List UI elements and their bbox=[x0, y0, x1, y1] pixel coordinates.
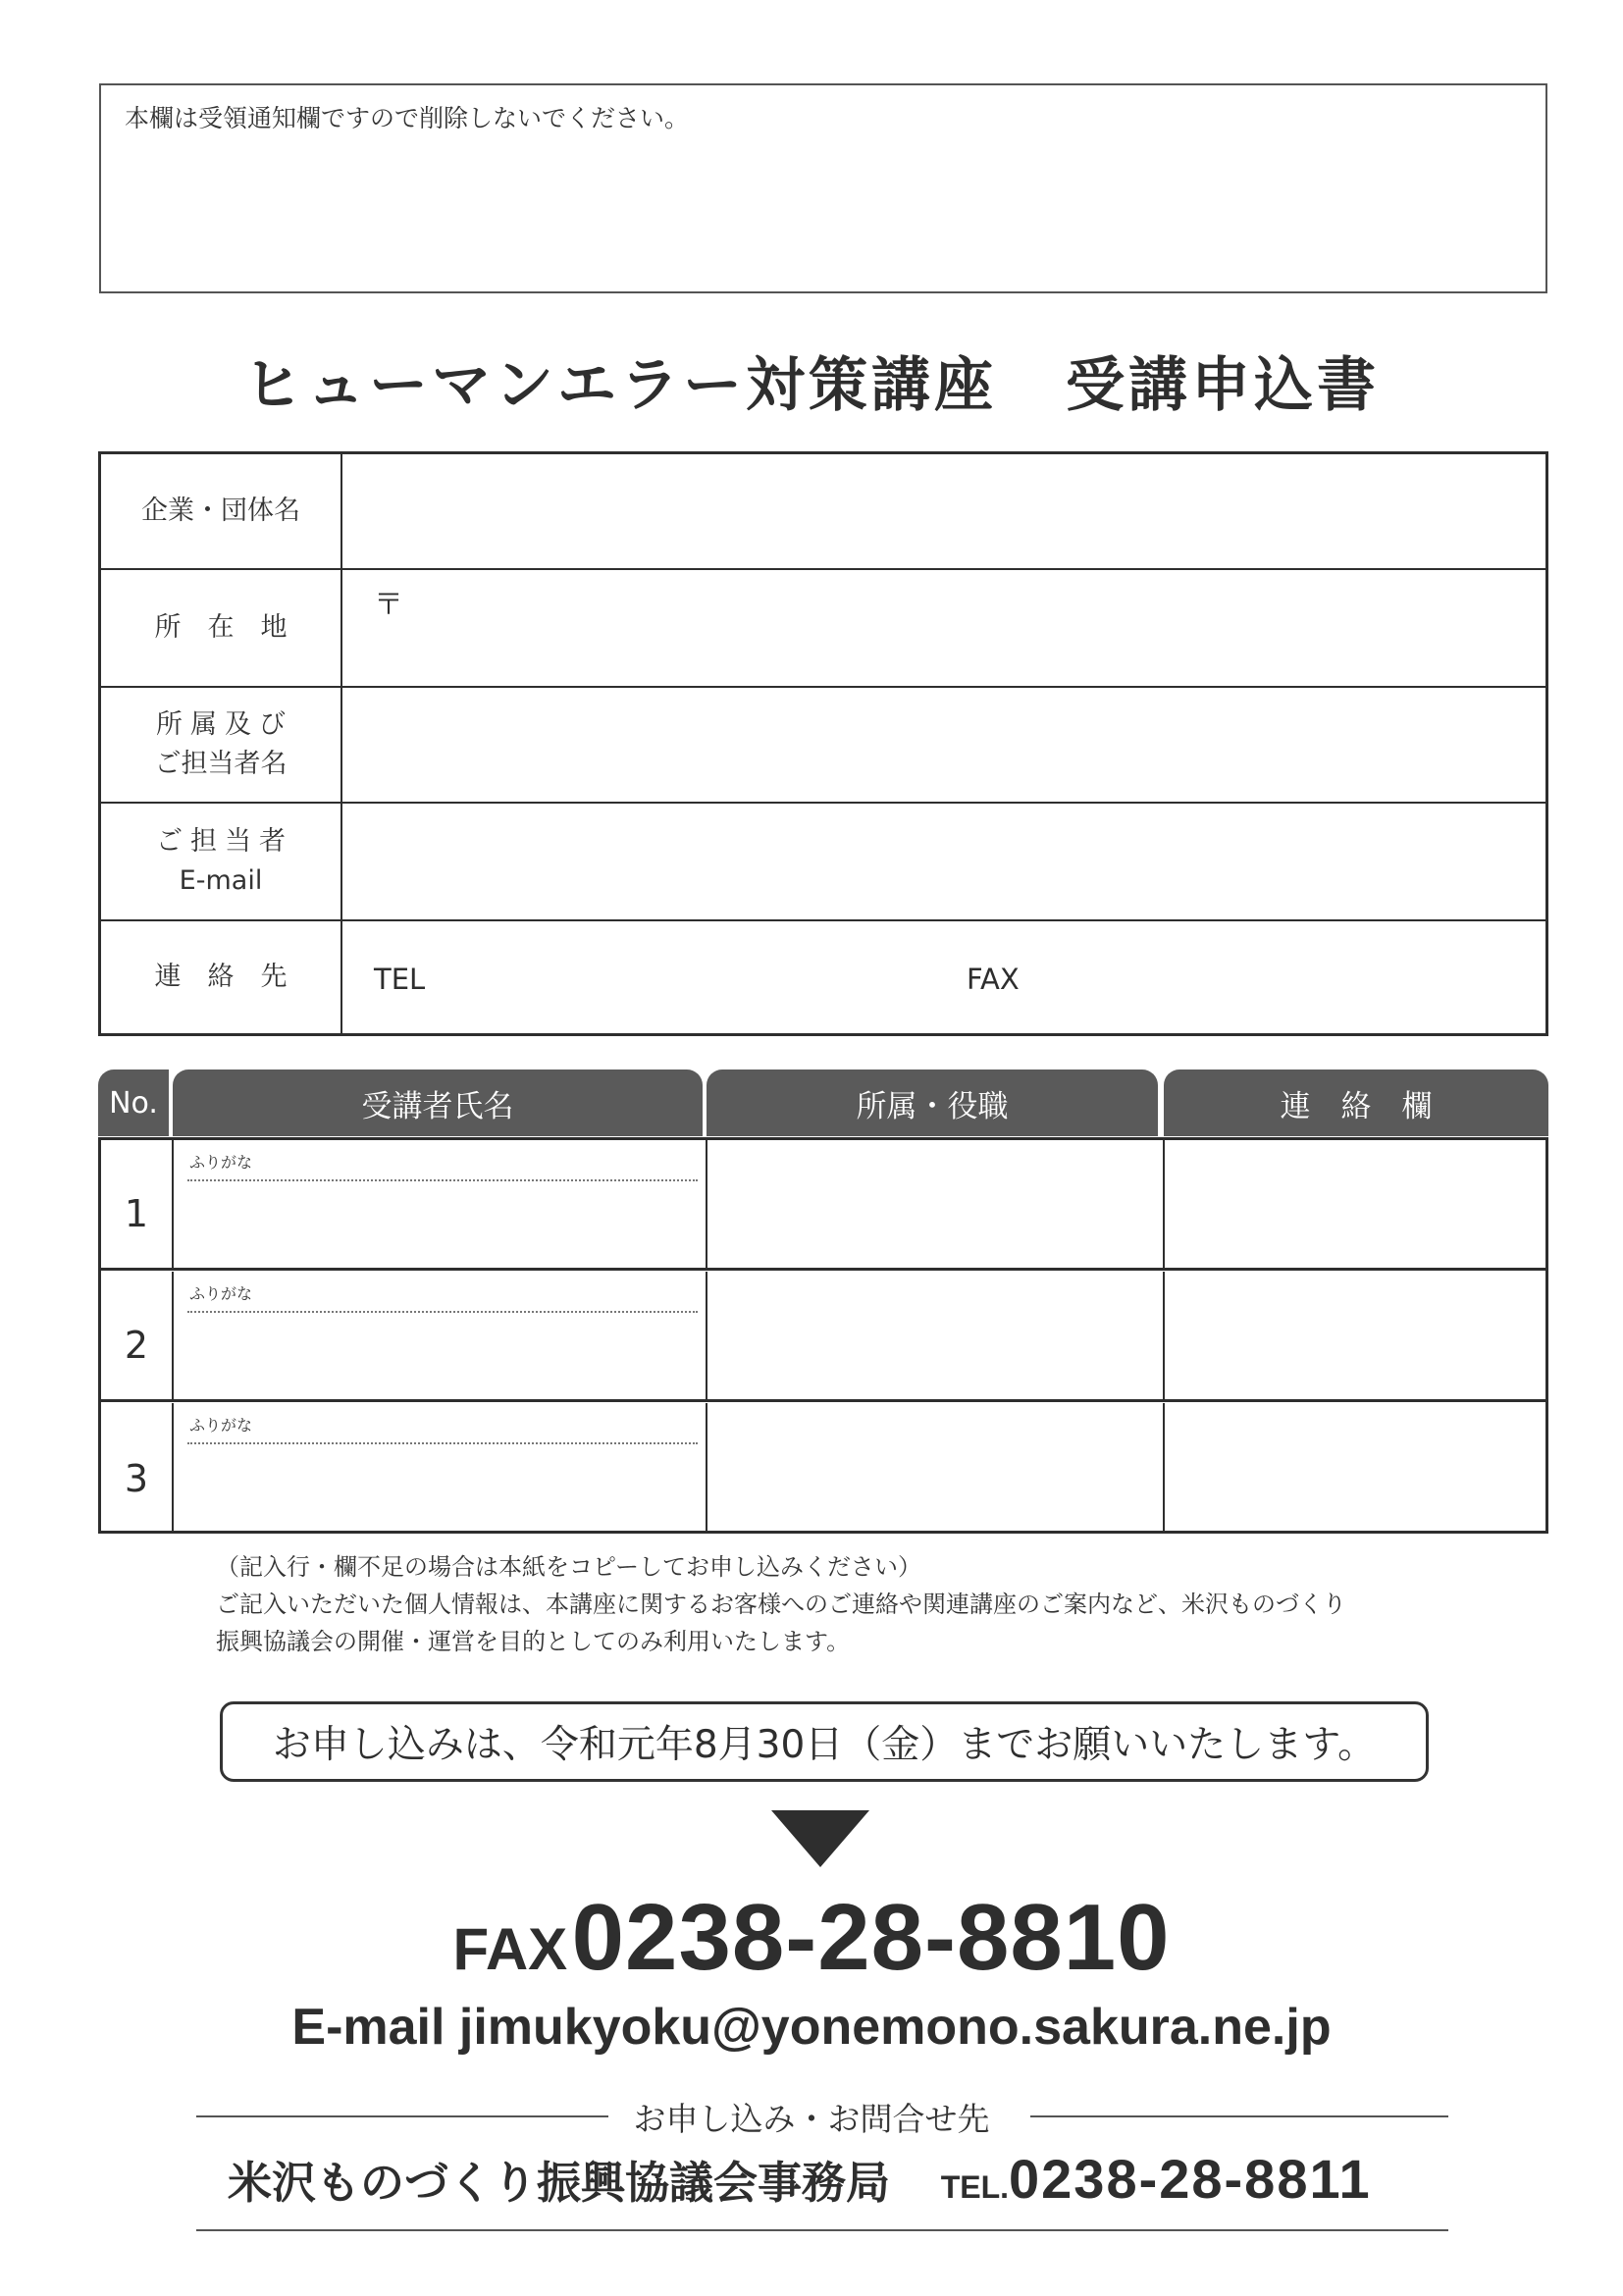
deadline-text: お申し込みは、令和元年8月30日（金）までお願いいたします。 bbox=[272, 1723, 1377, 1767]
department-row bbox=[101, 688, 1545, 804]
email-address-line[interactable]: E-mail jimukyoku@yonemono.sakura.ne.jp bbox=[291, 1999, 1332, 2056]
participant-dept-field[interactable] bbox=[707, 1403, 1165, 1534]
privacy-note-line1: ご記入いただいた個人情報は、本講座に関するお客様へのご連絡や関連講座のご案内など、米沢ものづくり bbox=[216, 1591, 1346, 1618]
participant-dept-field[interactable] bbox=[707, 1272, 1165, 1399]
tel-field-label[interactable]: TEL bbox=[374, 963, 426, 996]
receipt-notice-box bbox=[99, 83, 1547, 293]
furigana-divider bbox=[187, 1179, 698, 1181]
deadline-box bbox=[220, 1701, 1429, 1782]
participant-dept-field[interactable] bbox=[707, 1140, 1165, 1268]
participant-no-header: No. bbox=[98, 1070, 169, 1136]
participant-row bbox=[101, 1140, 1545, 1271]
participant-table bbox=[98, 1137, 1548, 1534]
furigana-label: ふりがな bbox=[189, 1284, 253, 1303]
participant-contact-field[interactable] bbox=[1165, 1272, 1545, 1399]
contact-label: 連 絡 先 bbox=[101, 921, 342, 1033]
participant-dept-header: 所属・役職 bbox=[707, 1070, 1158, 1136]
course-title: ヒューマンエラー対策講座 bbox=[243, 351, 997, 420]
caption-rule-right bbox=[1030, 2115, 1448, 2117]
fax-number: 0238-28-8810 bbox=[571, 1885, 1171, 1990]
company-label: 企業・団体名 bbox=[101, 454, 342, 568]
fax-field-label[interactable]: FAX bbox=[967, 963, 1020, 996]
participant-row bbox=[101, 1272, 1545, 1402]
fax-label: FAX bbox=[452, 1916, 568, 1982]
participant-contact-header: 連 絡 欄 bbox=[1164, 1070, 1548, 1136]
furigana-label: ふりがな bbox=[189, 1153, 253, 1172]
address-row bbox=[101, 570, 1545, 688]
participant-name-field[interactable] bbox=[174, 1403, 707, 1534]
participant-contact-field[interactable] bbox=[1165, 1403, 1545, 1534]
participant-name-field[interactable] bbox=[174, 1140, 707, 1268]
email-field[interactable] bbox=[342, 804, 1545, 919]
receipt-notice-text: 本欄は受領通知欄ですので削除しないでください。 bbox=[125, 104, 690, 132]
bottom-rule bbox=[196, 2229, 1448, 2231]
copy-note: （記入行・欄不足の場合は本紙をコピーしてお申し込みください） bbox=[216, 1553, 922, 1581]
document-title bbox=[0, 339, 1623, 423]
privacy-note-line2: 振興協議会の開催・運営を目的としてのみ利用いたします。 bbox=[216, 1628, 851, 1655]
company-row bbox=[101, 454, 1545, 570]
address-label: 所 在 地 bbox=[101, 570, 342, 686]
department-field[interactable] bbox=[342, 688, 1545, 802]
company-field[interactable] bbox=[342, 454, 1545, 568]
organization-line bbox=[228, 2147, 1372, 2211]
contact-field bbox=[342, 921, 1545, 1033]
form-title: 受講申込書 bbox=[1066, 351, 1380, 420]
participant-number: 3 bbox=[101, 1403, 174, 1534]
email-row bbox=[101, 804, 1545, 921]
contact-row bbox=[101, 921, 1545, 1033]
participant-name-field[interactable] bbox=[174, 1272, 707, 1399]
applicant-info-table bbox=[98, 451, 1548, 1036]
participant-number: 1 bbox=[101, 1140, 174, 1268]
participant-contact-field[interactable] bbox=[1165, 1140, 1545, 1268]
tel-prefix: TEL. bbox=[940, 2169, 1010, 2205]
address-field[interactable] bbox=[342, 570, 1545, 686]
contact-caption: お申し込み・お問合せ先 bbox=[633, 2100, 990, 2138]
down-triangle-icon bbox=[771, 1810, 869, 1867]
tel-number: 0238-28-8811 bbox=[1009, 2148, 1372, 2210]
participant-row bbox=[101, 1403, 1545, 1534]
email-label: ご担当者 E-mail bbox=[101, 804, 342, 919]
organization-tel bbox=[940, 2148, 1372, 2210]
furigana-divider bbox=[187, 1311, 698, 1313]
postal-mark: 〒 bbox=[374, 588, 403, 622]
furigana-label: ふりがな bbox=[189, 1416, 253, 1435]
participant-number: 2 bbox=[101, 1272, 174, 1399]
organization-name: 米沢ものづくり振興協議会事務局 bbox=[228, 2157, 891, 2209]
furigana-divider bbox=[187, 1442, 698, 1444]
participant-name-header: 受講者氏名 bbox=[173, 1070, 703, 1136]
department-label: 所属及び ご担当者名 bbox=[101, 688, 342, 802]
